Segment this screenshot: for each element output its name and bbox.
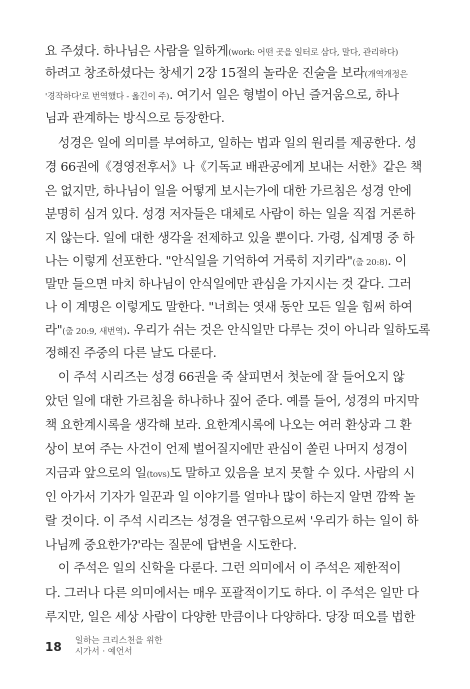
paragraph-start-line: 이 주석은 일의 신학을 다룬다. 그런 의미에서 이 주석은 제한적이 (58, 560, 401, 575)
text-line: 나 이 계명은 이렇게도 말한다. "너희는 엿새 동안 모든 일을 힘써 하여 (45, 299, 413, 314)
text-line: 라"(출 20:9, 새번역). 우리가 쉬는 것은 안식일만 다루는 것이 아니라 일하도록 (45, 322, 430, 337)
paragraph-start-line: 이 주석 시리즈는 성경 66권을 죽 살피면서 첫눈에 잘 들어오지 않 (58, 369, 405, 384)
text-line: 정해진 주중의 다른 날도 다룬다. (45, 345, 217, 360)
page-footer (45, 636, 430, 676)
text-line: 분명히 심겨 있다. 성경 저자들은 대체로 사람이 하는 일을 직접 거론하 (45, 206, 416, 221)
text-line: 경 66권에《경영전후서》나《기독교 배관공에게 보내는 서한》같은 책 (45, 159, 422, 174)
text-line: 하려고 창조하셨다는 창세기 2장 15절의 놀라운 진술을 보라(개역개정은 (45, 65, 408, 80)
paragraph-start-line: 성경은 일에 의미를 부여하고, 일하는 법과 일의 원리를 제공한다. 성 (58, 135, 417, 150)
text-line: 지 않는다. 일에 대한 생각을 전제하고 있을 뿐이다. 가령, 십계명 중 하 (45, 230, 415, 245)
text-line: 상이 보여 주는 사건이 언제 벌어질지에만 관심이 쏠린 나머지 성경이 (45, 441, 408, 456)
text-line: 말만 들으면 마치 하나님이 안식일에만 관심을 가지시는 것 같다. 그러 (45, 276, 412, 291)
page-number: 18 (45, 640, 62, 654)
text-line: 나는 이렇게 선포한다. "안식일을 기억하여 거룩히 지키라"(출 20:8). 이 (45, 253, 407, 268)
text-line: 다. 그러나 다른 의미에서는 매우 포괄적이기도 하다. 이 주석은 일만 다 (45, 585, 419, 600)
text-line: 요 주셨다. 하나님은 사람을 일하게(work: 어떤 곳을 일터로 삼다, 말다, 관리하다) (45, 43, 399, 58)
text-line: 님과 관계하는 방식으로 등장한다. (45, 110, 225, 125)
running-title-line1: 일하는 크리스천을 위한 (75, 636, 163, 646)
text-line: 지금과 앞으로의 일(tovs)도 말하고 있음을 보지 못할 수 있다. 사람의 시 (45, 465, 415, 480)
text-line: 았던 일에 대한 가르침을 하나하나 짚어 준다. 예를 들어, 성경의 마지막 (45, 393, 419, 408)
text-line: 책 요한계시록을 생각해 보라. 요한계시록에 나오는 여러 환상과 그 환 (45, 417, 412, 432)
text-line: 인 아가서 기자가 일꾼과 일 이야기를 얼마나 많이 하는지 알면 깜짝 놀 (45, 489, 416, 504)
running-title (75, 636, 163, 658)
text-line: 나님께 중요한가?'라는 질문에 답변을 시도한다. (45, 537, 297, 552)
running-title-line2: 시가서 · 예언서 (75, 647, 133, 657)
text-line: 은 없지만, 하나님이 일을 어떻게 보시는가에 대한 가르침은 성경 안에 (45, 183, 412, 198)
text-line: '경작하다'로 번역했다 - 옮긴이 주). 여기서 일은 형벌이 아닌 즐거움으로, 하나 (45, 87, 399, 102)
text-line: 루지만, 일은 세상 사람이 다양한 만큼이나 다양하다. 당장 떠오를 법한 (45, 609, 416, 624)
text-line: 랄 것이다. 이 주석 시리즈는 성경을 연구함으로써 '우리가 하는 일이 하 (45, 513, 419, 528)
